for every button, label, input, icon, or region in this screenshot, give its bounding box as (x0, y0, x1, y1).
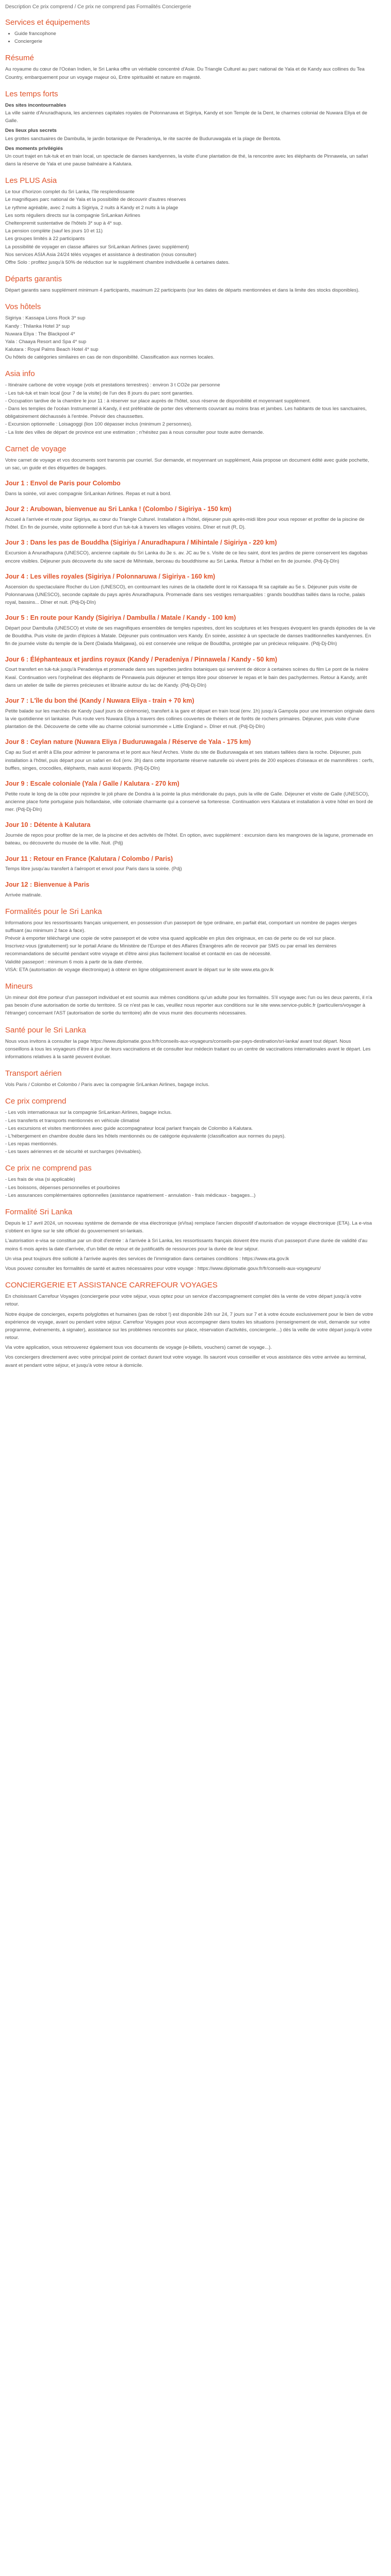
temps-head: Des sites incontournables (5, 102, 67, 108)
list-item: - Les boissons, dépenses personnelles et pourboires (5, 1184, 120, 1191)
list-item: - Les taxes aériennes et de sécurité et surcharges (révisables). (5, 1149, 142, 1155)
list-item: VISA: ETA (autorisation de voyage électronique) à obtenir en ligne obligatoirement avant le départ sur le site www.eta.gov.lk (5, 967, 274, 973)
formalite-text: L'autorisation e-visa se constitue par un droit d'entrée : à l'arrivée à Sri Lanka, les ressortissants français doivent être munis d'un passeport d'une durée de validité d'au moins 6 mois après la date d'arrivée, d'un billet de retour et de justificatifs de ressources pour la durée de leur séjour. (5, 1238, 368, 1252)
list-item: • Guide francophone (14, 30, 376, 38)
info-title: Asia info (5, 369, 35, 379)
formalites-title: Formalités pour le Sri Lanka (5, 907, 102, 916)
services-list (5, 30, 376, 45)
list-item: Les groupes limités à 22 participants (5, 236, 85, 242)
list-item: - Occupation tardive de la chambre le jour 11 : à réserver sur place auprès de l'hôtel, sous réserve de disponibilité et moyennant supplément. (5, 398, 311, 404)
day-text: Temps libre jusqu'au transfert à l'aéroport et envol pour Paris dans la soirée. (Pdj) (5, 866, 182, 872)
temps-block (5, 145, 376, 168)
list-item: Le tour d'horizon complet du Sri Lanka, l'île resplendissante (5, 189, 135, 195)
departs-title: Départs garantis (5, 275, 62, 284)
services-title: Services et équipements (5, 18, 90, 27)
ne-comprend-pas-list (5, 1176, 376, 1199)
day-title: Jour 10 : Détente à Kalutara (5, 821, 91, 829)
list-item: Informations pour les ressortissants français uniquement, en possession d'un passeport de type ordinaire, en parfait état, comportant un nombre de pages vierges suffisant (au minimum 2 face à face). (5, 920, 357, 934)
temps-text: La ville sainte d'Anuradhapura, les anciennes capitales royales de Polonnaruwa et Sigiriya, Kandy et son Temple de la Dent, le charmes colonial de Nuwara Eliya et de Galle. (5, 110, 367, 124)
list-item: - L'hébergement en chambre double dans les hôtels mentionnés ou de catégorie équivalente (classification aux normes du pays). (5, 1133, 286, 1139)
list-item: • Conciergerie (14, 38, 376, 45)
temps-block (5, 127, 376, 142)
list-item: Kalutara : Royal Palms Beach Hotel 4* sup (5, 347, 99, 353)
list-item: Sigiriya : Kassapa Lions Rock 3* sup (5, 315, 86, 321)
day-text: Dans la soirée, vol avec compagnie SriLankan Airlines. Repas et nuit à bord. (5, 491, 172, 497)
list-item: - Itinéraire carbone de votre voyage (vols et prestations terrestres) : environ 3 t CO2e par personne (5, 382, 220, 388)
list-item: Yala : Chaaya Resort and Spa 4* sup (5, 338, 87, 345)
plus-title: Les PLUS Asia (5, 176, 57, 185)
list-item: Ou hôtels de catégories similaires en cas de non disponibilité. Classification aux normes locales. (5, 354, 215, 361)
day-text: Ascension du spectaculaire Rocher du Lion (UNESCO), en contournant les ruines de la citadelle dont le roi Kassapa fit sa capitale au 5e s. Déjeuner puis visite de Polonnaruwa (UNESCO), seconde capitale du pays après Anuradhapura. Promenade dans ses vestiges remarquables : grands bouddhas taillés dans la roche, palais royal, bassins... Dîner et nuit. (Pdj-Dj-Dîn) (5, 584, 365, 605)
info-list (5, 381, 376, 436)
list-item: Validité passeport : minimum 6 mois à partir de la date d'entrée. (5, 959, 143, 965)
temps-head: Des lieux plus secrets (5, 128, 57, 134)
departs-text: Départ garantis sans supplément minimum 4 participants, maximum 22 participants (sur les dates de départs mentionnées et dans la limite des stocks disponibles). (5, 287, 360, 294)
hotels-title: Vos hôtels (5, 302, 41, 312)
list-item: - Les vols internationaux sur la compagnie SriLankan Airlines, bagage inclus. (5, 1110, 172, 1116)
list-item: Kandy : Thilanka Hotel 3* sup (5, 323, 70, 329)
temps-text: Les grottes sanctuaires de Dambulla, le jardin botanique de Peradeniya, le rite sacrée de Buduruwagala et la plage de Bentota. (5, 135, 281, 142)
temps-forts-title: Les temps forts (5, 89, 58, 98)
day-title: Jour 7 : L'île du bon thé (Kandy / Nuwara Eliya - train + 70 km) (5, 697, 194, 704)
resume-text: Au royaume du cœur de l'Océan Indien, le Sri Lanka offre un véritable concentré d'Asie. Du Triangle Culturel au parc national de Yala et de Kandy aux collines du Tea Country, embarquement pour un voyage majeur où, Entre spiritualité et nature en majesté. (5, 66, 365, 80)
list-item: La possibilité de voyager en classe affaires sur SriLankan Airlines (avec supplément) (5, 244, 189, 250)
conciergerie-text: Vos conciergers directement avec votre principal point de contact durant tout votre voyage. Ils sauront vous conseiller et vous assistance dès votre arrivée au terminal, avant et pendant votre séjour, et jusqu'à votre retour à domicile. (5, 1354, 367, 1368)
day-title: Jour 1 : Envol de Paris pour Colombo (5, 480, 121, 487)
resume-title: Résumé (5, 54, 34, 63)
conciergerie-text: Notre équipe de concierges, experts polyglottes et humaines (pas de robot !) est disponible 24h sur 24, 7 jours sur 7 et à votre écoute exclusivement pour le bien de votre expérience de voyage, avant ou pendant votre séjour. Carrefour Voyages pour vous accompagner dans toutes les situations (renseignement de visit, demande sur votre programme, événements, à signaler), assistance sur les problèmes rencontrés sur place, réservation d'activités, conciergerie...) dès la veille de votre départ jusqu'à votre retour. (5, 1311, 373, 1341)
day-title: Jour 4 : Les villes royales (Sigiriya / Polonnaruwa / Sigiriya - 160 km) (5, 572, 216, 580)
list-item: - Les excursions et visites mentionnées avec guide accompagnateur local parlant français de Colombo à Kalutara. (5, 1125, 253, 1131)
mineurs-title: Mineurs (5, 982, 33, 991)
list-item: Le rythme agréable, avec 2 nuits à Sigiriya, 2 nuits à Kandy et 2 nuits à la plage (5, 205, 178, 211)
list-item: - Les tuk-tuk et train local (jour 7 de la visite) de l'un des 8 jours du parc sont garanties. (5, 390, 194, 396)
list-item: Prévoir à emporter téléchargé une copie de votre passeport et de votre visa quand applicable en plus des originaux, en cas de perte ou de vol sur place. (5, 936, 336, 942)
carnet-text: Votre carnet de voyage et vos documents sont transmis par courriel. Sur demande, et moyennant un supplément, Asia propose un document édité avec guide pochette, un sac, un guide et des étiquettes de bagages. (5, 457, 369, 471)
conciergerie-title: CONCIERGERIE ET ASSISTANCE CARREFOUR VOYAGES (5, 1281, 218, 1290)
formalite-text: Depuis le 17 avril 2024, un nouveau système de demande de visa électronique (eVisa) remplace l'ancien dispositif d'autorisation de voyage électronique (ETA). La e-visa s'obtient en ligne sur le site officiel du gouvernement sri-lankais. (5, 1221, 372, 1234)
day-text: Excursion à Anuradhapura (UNESCO), ancienne capitale du Sri Lanka du 3e s. av. JC au 9e s. Visite de ce lieu saint, dont les jardins de pierre conservent les dagobas encore visibles. Déjeuner puis découverte du site sacré de Mihintale, berceau du bouddhisme au Sri Lanka. Retour à l'hôtel en fin de journée. (Pdj-Dj-Dîn) (5, 550, 368, 564)
comprend-title: Ce prix comprend (5, 1097, 67, 1106)
day-title: Jour 2 : Arubowan, bienvenue au Sri Lanka ! (Colombo / Sigiriya - 150 km) (5, 505, 232, 513)
day-text: Court transfert en tuk-tuk jusqu'à Peradeniya et promenade dans ses superbes jardins botaniques qui servirent de décor à certaines scènes du film Le pont de la rivière Kwaï. Continuation vers l'orphelinat des éléphants de Pinnawela puis déjeuner et temps libre pour observer le repas et le bain des pachydermes. Retour à Kandy, arrêt dans un atelier de taille de pierres précieuses et librairie autour du lac de Kandy. (Pdj-Dj-Dîn) (5, 667, 369, 688)
list-item: - Les repas mentionnés. (5, 1141, 58, 1147)
list-item: La pension complète (sauf les jours 10 et 11) (5, 228, 103, 234)
formalite-sri-lanka-title: Formalité Sri Lanka (5, 1208, 73, 1216)
transport-title: Transport aérien (5, 1069, 62, 1078)
day-text: Arrivée matinale. (5, 892, 42, 898)
day-text: Petite balade sur les marchés de Kandy (sauf jours de cérémonie), transfert à la gare et départ en train local (env. 1h) jusqu'à Gampola pour une immersion originale dans la vie quotidienne sri lankaise. Puis route vers Nuwara Eliya à travers des collines couvertes de théiers et de forêts de rochers primaires. Déjeuner, puis visite d'une plantation de thé. Découverte de cette ville au charme colonial surnommée « Little England ». Dîner et nuit. (Pdj-Dj-Dîn) (5, 708, 375, 730)
mineurs-text: Un mineur doit être porteur d'un passeport individuel et est soumis aux mêmes conditions qu'un adulte pour les formalités. S'il voyage avec l'un ou les deux parents, il n'a pas besoin d'une autorisation de sortie du territoire. Si ce n'est pas le cas, veuillez nous reporter aux conditions sur le site www.service-public.fr (particuliers/voyager à l'étranger) concernant l'AST (autorisation de sortie du territoire) afin de vous munir des documents nécessaires. (5, 995, 372, 1016)
list-item: - Les frais de visa (si applicable) (5, 1177, 75, 1183)
list-item: Cheltenpremit sustentative de l'hôtels 3* sup à 4* sup. (5, 221, 123, 226)
day-title: Jour 6 : Éléphanteaux et jardins royaux (Kandy / Peradeniya / Pinnawela / Kandy - 50 km) (5, 655, 278, 663)
temps-text: Un court trajet en tuk-tuk et en train local, un spectacle de danses kandyennes, la visite d'une plantation de thé, la rencontre avec les éléphants de Pinnawela, un safari dans la réserve de Yala et une pause balnéaire à Kalutara. (5, 153, 368, 167)
plus-list (5, 188, 376, 266)
list-item: - La liste des villes de départ de province est une estimation ; n'hésitez pas à nous consulter pour toute autre demande. (5, 429, 264, 435)
formalites-list (5, 919, 376, 974)
day-text: Journée de repos pour profiter de la mer, de la piscine et des activités de l'hôtel. En option, avec supplément : excursion dans les mangroves de la lagune, promenade en bateau, ou découverte du musée de la ville. Nuit. (Pdj) (5, 833, 373, 846)
list-item: Offre Solo : profitez jusqu'à 50% de réduction sur le supplément chambre individuelle à certaines dates. (5, 259, 230, 265)
day-text: Départ pour Dambulla (UNESCO) et visite de ses magnifiques ensembles de temples rupestres, dont les sculptures et les fresques évoquent les grands épisodes de la vie de Bouddha. Puis visite de jardin d'épices à Matale. Déjeuner puis continuation vers Kandy. En soirée, assistez à un spectacle de danses traditionnelles kandyennes. En fin de journée visite du temple de la Dent (Dalada Maligawa), où est conservée une relique de Bouddha, protégée par un précieux reliquaire. (Pdj-Dj-Dîn) (5, 625, 376, 647)
list-item: Inscrivez-vous (gratuitement) sur le portail Ariane du Ministère de l'Europe et des Affaires Étrangères afin de recevoir par SMS ou par email les dernières recommandations de sécurité pendant votre voyage et d'être ainsi plus facilement localisé et contacté en cas de nécessité. (5, 943, 337, 957)
list-item: - Les assurances complémentaires optionnelles (assistance rapatriement - annulation - frais médicaux - bagages...) (5, 1192, 256, 1198)
list-item: - Dans les temples de l'océan Instrumentel à Kandy, il est préférable de porter des vêtements couvrant au moins bras et jambes. Les habitants de tous les sanctuaires, obligatoirement déchaussés à l'entrée. Prévoir des chaussettes. (5, 406, 367, 420)
day-title: Jour 3 : Dans les pas de Bouddha (Sigiriya / Anuradhapura / Mihintale / Sigiriya - 220 km) (5, 539, 277, 547)
list-item: Nuwara Eliya : The Blackpool 4* (5, 331, 75, 337)
list-item: - Excursion optionnelle : Loisagoggi (lion 100 dépasser inclus (minimum 2 personnes). (5, 421, 192, 428)
list-item: - Les transferts et transports mentionnés en véhicule climatisé (5, 1117, 140, 1124)
transport-text: Vols Paris / Colombo et Colombo / Paris avec la compagnie SriLankan Airlines, bagage inclus. (5, 1082, 210, 1088)
day-title: Jour 8 : Ceylan nature (Nuwara Eliya / Buduruwagala / Réserve de Yala - 175 km) (5, 738, 251, 746)
list-item: Les sorts réguliers directs sur la compagnie SriLankan Airlines (5, 212, 140, 218)
formalite-text: Vous pouvez consulter les formalités de santé et autres nécessaires pour votre voyage : https://www.diplomatie.gouv.fr/fr/conseils-aux-voyageurs/ (5, 1265, 321, 1272)
temps-block (5, 101, 376, 125)
sante-title: Santé pour le Sri Lanka (5, 1025, 86, 1035)
day-text: Accueil à l'arrivée et route pour Sigiriya, au cœur du Triangle Culturel. Installation à l'hôtel, déjeuner puis après-midi libre pour vous reposer et profiter de la piscine de l'hôtel. En fin de journée, visite optionnelle à bord d'un tuk-tuk à travers les villages voisins. Dîner et nuit (R, D). (5, 517, 365, 531)
section-nav[interactable]: Description Ce prix comprend / Ce prix ne comprend pas Formalités Conciergerie (5, 4, 191, 10)
hotels-list (5, 314, 376, 361)
formalite-text: Un visa peut toujours être sollicité à l'arrivée auprès des services de l'immigration dans certaines conditions : https://www.eta.gov.lk (5, 1256, 289, 1262)
day-text: Petite route le long de la côte pour rejoindre le joli phare de Dondra à la pointe la plus méridionale du pays, puis la ville de Galle. Déjeuner et visite de Galle (UNESCO), ancienne place forte portugaise puis hollandaise, ville coloniale charmante qui a conservé sa forteresse. Continuation vers Kalutara et installation à votre hôtel en bord de mer. (Pdj-Dj-Dîn) (5, 791, 373, 813)
temps-head: Des moments privilégiés (5, 145, 63, 151)
day-title: Jour 11 : Retour en France (Kalutara / Colombo / Paris) (5, 855, 173, 862)
day-text: Cap au Sud et arrêt à Ella pour admirer le panorama et le pont aux Neuf Arches. Visite du site de Buduruwagala et ses statues taillées dans la roche. Déjeuner, puis installation à l'hôtel, puis départ pour un safari en 4x4 (env. 3h) dans cette importante réserve naturelle où vivent près de 200 espèces d'oiseaux et de mammifères : cerfs, buffles, singes, crocodiles, éléphants, mais aussi léopards. (Pdj-Dj-Dîn) (5, 750, 374, 771)
day-title: Jour 9 : Escale coloniale (Yala / Galle / Kalutara - 270 km) (5, 779, 180, 787)
conciergerie-text: En choisissant Carrefour Voyages (conciergerie pour votre séjour, vous optez pour un service d'accompagnement complet dès la vente de votre départ jusqu'à votre retour. (5, 1294, 362, 1308)
list-item: Nos services ASIA Asia 24/24 télés voyages et assistance à destination (nous consulter) (5, 251, 197, 258)
conciergerie-text: Via votre application, vous retrouverez également tous vos documents de voyage (e-billets, vouchers) carnet de voyage...). (5, 1345, 272, 1351)
list-item: Le magnifiques parc national de Yala et la possibilité de découvrir d'autres réserves (5, 197, 186, 203)
comprend-list (5, 1109, 376, 1156)
carnet-title: Carnet de voyage (5, 444, 67, 453)
day-title: Jour 12 : Bienvenue à Paris (5, 880, 90, 888)
ne-comprend-pas-title: Ce prix ne comprend pas (5, 1164, 92, 1173)
day-title: Jour 5 : En route pour Kandy (Sigiriya / Dambulla / Matale / Kandy - 100 km) (5, 614, 236, 622)
sante-text: Nous vous invitons à consulter la page https://www.diplomatie.gouv.fr/fr/conseils-aux-voyageurs/conseils-par-pays-destination/sri-lanka/ avant tout départ. Nous conseillons à tous les voyageurs d'être à jour de leurs vaccinations et de consulter leur médecin traitant ou un centre de vaccinations internationales avant le départ. Les informations relatives à la santé peuvent évoluer. (5, 1038, 371, 1060)
